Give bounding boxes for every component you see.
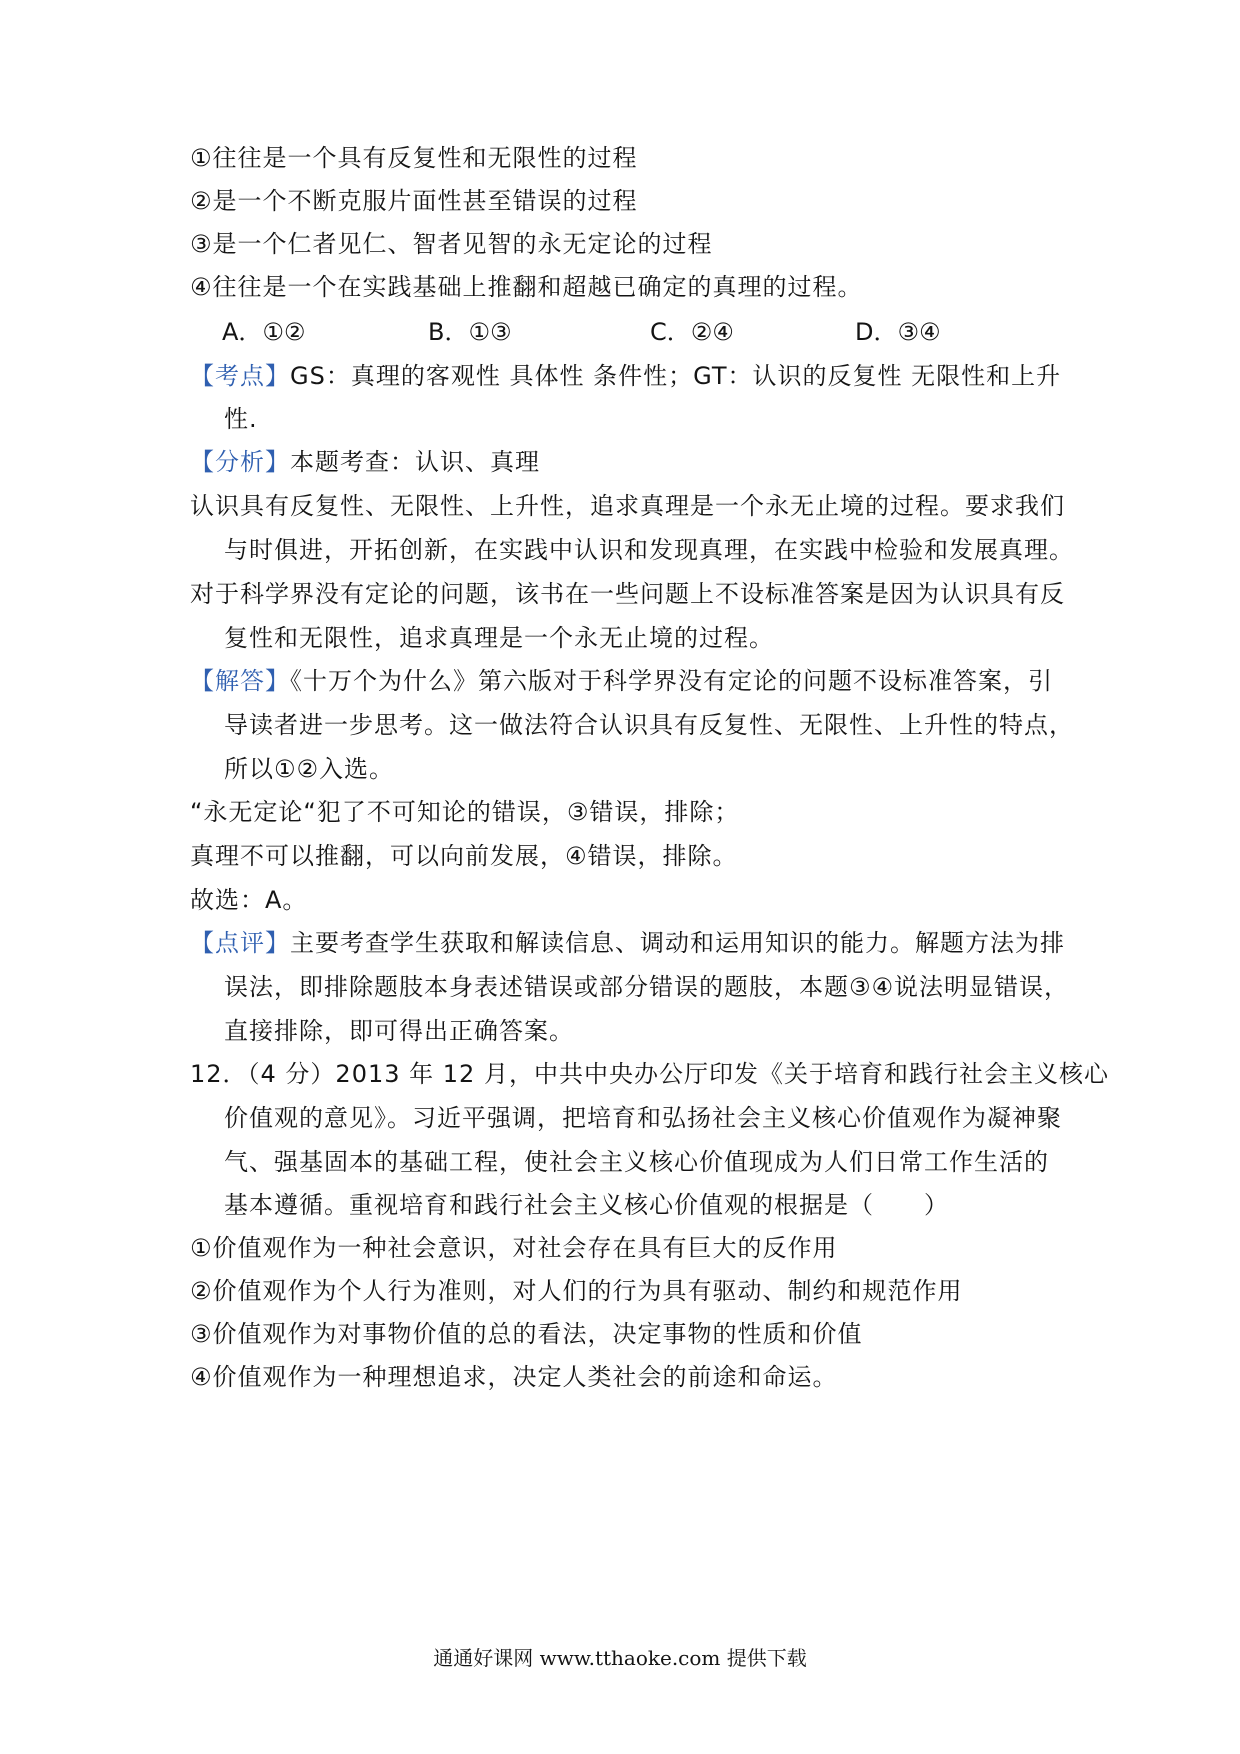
fenxi-tag: 【分析】 (190, 448, 290, 476)
jieda-text: 《十万个为什么》第六版对于科学界没有定论的问题不设标准答案，引 (290, 667, 1053, 695)
option-a: A．①② (222, 318, 306, 346)
fenxi-p2-line-2: 复性和无限性，追求真理是一个永无止境的过程。 (224, 624, 774, 652)
jieda-line-2: 导读者进一步思考。这一做法符合认识具有反复性、无限性、上升性的特点， (224, 711, 1074, 739)
option-c: C．②④ (650, 318, 734, 346)
page-footer: 通通好课网 www.tthaoke.com 提供下载 (433, 1646, 807, 1670)
dianping-line-2: 误法，即排除题肢本身表述错误或部分错误的题肢，本题③④说法明显错误， (224, 973, 1070, 1001)
jieda-line-3: 所以①②入选。 (224, 755, 395, 783)
dianping-tag: 【点评】 (190, 929, 290, 957)
fenxi-p1-line-1: 认识具有反复性、无限性、上升性，追求真理是一个永无止境的过程。要求我们 (190, 492, 1065, 520)
jieda-line-4: “永无定论“犯了不可知论的错误，③错误，排除； (190, 798, 740, 826)
statement-3: ③是一个仁者见仁、智者见智的永无定论的过程 (190, 230, 713, 258)
q12-statement-3: ③价值观作为对事物价值的总的看法，决定事物的性质和价值 (190, 1320, 863, 1348)
question-12-line-4: 基本遵循。重视培育和践行社会主义核心价值观的根据是（ ） (224, 1191, 949, 1219)
question-12-line-3: 气、强基固本的基础工程，使社会主义核心价值现成为人们日常工作生活的 (224, 1148, 1049, 1176)
option-d: D．③④ (855, 318, 941, 346)
statement-2: ②是一个不断克服片面性甚至错误的过程 (190, 187, 638, 215)
kaodian-tag: 【考点】 (190, 362, 290, 390)
q12-statement-1: ①价值观作为一种社会意识，对社会存在具有巨大的反作用 (190, 1234, 838, 1262)
q12-statement-4: ④价值观作为一种理想追求，决定人类社会的前途和命运。 (190, 1363, 838, 1391)
dianping-line-3: 直接排除，即可得出正确答案。 (224, 1017, 574, 1045)
jieda-line-5: 真理不可以推翻，可以向前发展，④错误，排除。 (190, 842, 738, 870)
kaodian-line-1 (190, 360, 1070, 392)
kaodian-line-2: 性. (224, 405, 258, 433)
dianping-line-1 (190, 927, 1070, 959)
fenxi-line (190, 446, 1070, 478)
jieda-line-1 (190, 665, 1070, 697)
statement-1: ①往往是一个具有反复性和无限性的过程 (190, 144, 638, 172)
jieda-line-6: 故选：A。 (190, 886, 308, 914)
option-b: B．①③ (428, 318, 512, 346)
question-12-line-1: 12．（4 分）2013 年 12 月，中共中央办公厅印发《关于培育和践行社会主义核心 (190, 1060, 1109, 1088)
statement-4: ④往往是一个在实践基础上推翻和超越已确定的真理的过程。 (190, 273, 863, 301)
jieda-tag: 【解答】 (190, 667, 290, 695)
fenxi-p2-line-1: 对于科学界没有定论的问题，该书在一些问题上不设标准答案是因为认识具有反 (190, 580, 1065, 608)
fenxi-text: 本题考查：认识、真理 (290, 448, 540, 476)
q12-statement-2: ②价值观作为个人行为准则，对人们的行为具有驱动、制约和规范作用 (190, 1277, 963, 1305)
fenxi-p1-line-2: 与时俱进，开拓创新，在实践中认识和发现真理，在实践中检验和发展真理。 (224, 536, 1074, 564)
kaodian-text: GS：真理的客观性 具体性 条件性；GT：认识的反复性 无限性和上升 (290, 362, 1062, 390)
question-12-line-2: 价值观的意见》。习近平强调，把培育和弘扬社会主义核心价值观作为凝神聚 (224, 1104, 1062, 1132)
dianping-text: 主要考查学生获取和解读信息、调动和运用知识的能力。解题方法为排 (290, 929, 1065, 957)
